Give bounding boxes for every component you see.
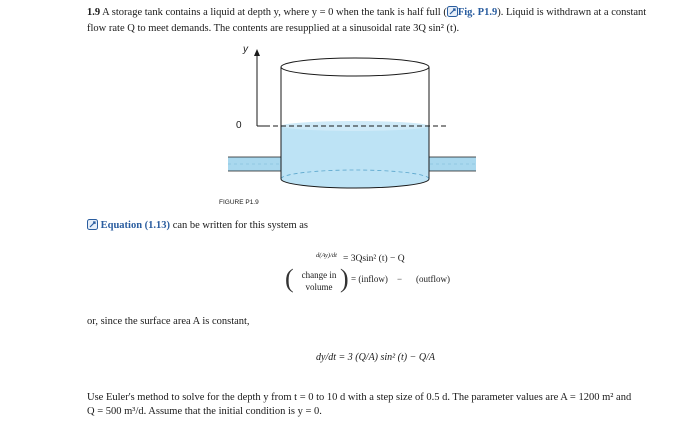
interactive-figure-icon[interactable]: [447, 6, 458, 22]
liquid: [281, 126, 429, 188]
problem-line-1-text: A storage tank contains a liquid at depth y, where y = 0 when the tank is half full (: [102, 7, 447, 18]
equation-intro-text: can be written for this system as: [170, 220, 308, 231]
problem-line-1: [87, 6, 687, 22]
final-line-2: Q = 500 m³/d. Assume that the initial condition is y = 0.: [87, 406, 322, 417]
equation1-label-stack: [298, 269, 340, 293]
problem-line-1-end: ). Liquid is withdrawn at a constant: [497, 7, 647, 18]
problem-statement: [87, 6, 687, 36]
equation2: dy/dt = 3 (Q/A) sin² (t) − Q/A: [316, 352, 435, 363]
zero-label: 0: [236, 120, 242, 131]
equation1-rhs: = 3Qsin² (t) − Q: [343, 254, 405, 264]
final-line-1: Use Euler's method to solve for the depth y from t = 0 to 10 d with a step size of 0.5 d. The parameter values are A = 1200 m² and: [87, 392, 632, 403]
equation1-lhs: d(Ay)/dt: [316, 252, 337, 259]
figure-caption: FIGURE P1.9: [219, 199, 259, 206]
label-outflow: (outflow): [416, 274, 450, 284]
equation-intro: [87, 219, 308, 235]
equation-reference-link[interactable]: Equation (1.13): [100, 220, 171, 231]
or-text: or, since the surface area A is constant,: [87, 316, 250, 327]
paren-right: ): [340, 264, 349, 293]
y-axis-arrow-icon: [254, 49, 260, 56]
label-inflow: = (inflow): [351, 274, 388, 284]
figure-reference-link[interactable]: Fig. P1.9: [457, 7, 498, 18]
interactive-equation-icon[interactable]: [87, 219, 98, 235]
y-axis-label: y: [243, 44, 248, 55]
label-change-in: change in: [301, 270, 337, 280]
paren-left: (: [285, 264, 294, 293]
tank-top: [281, 58, 429, 76]
label-volume: volume: [305, 282, 333, 292]
problem-number: 1.9: [87, 7, 101, 18]
label-minus: −: [397, 274, 403, 284]
problem-line-2: flow rate Q to meet demands. The contents are resupplied at a sinusoidal rate 3Q sin² (t).: [87, 23, 460, 34]
tank-figure: [180, 40, 480, 210]
final-instructions: [87, 391, 697, 419]
